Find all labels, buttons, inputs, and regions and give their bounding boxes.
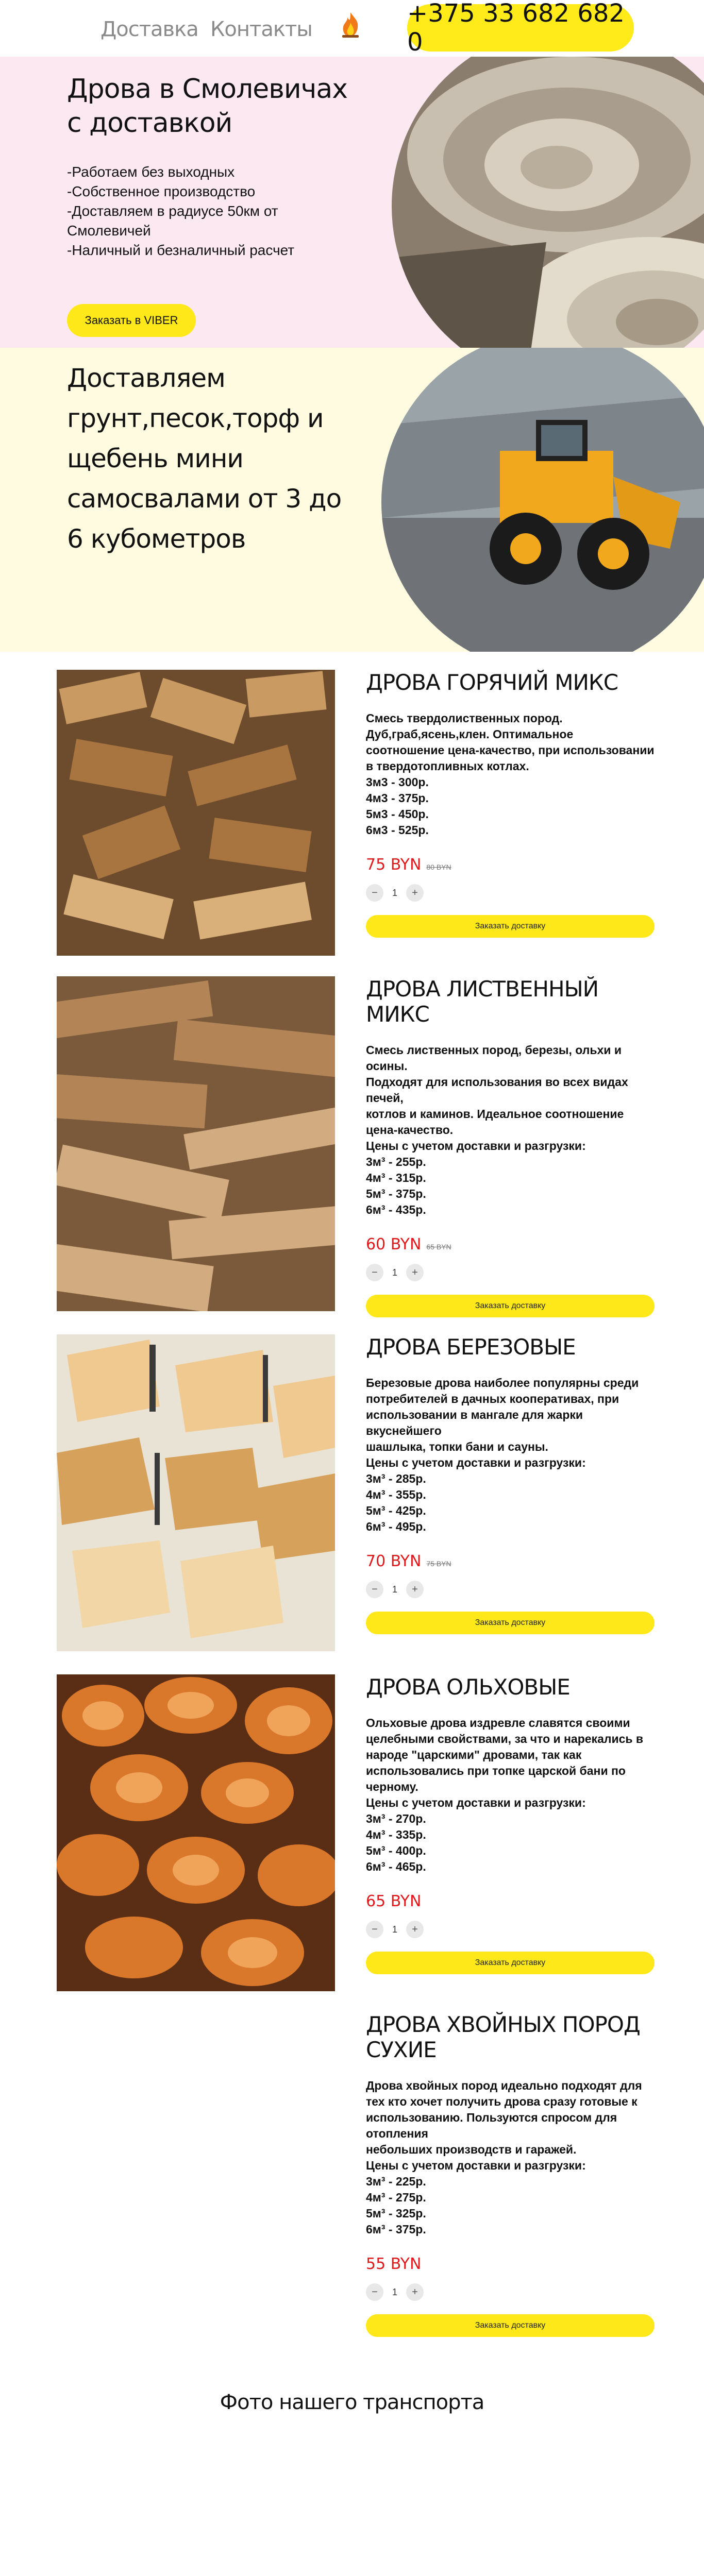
quantity-stepper xyxy=(366,1921,655,1938)
product-title: ДРОВА ХВОЙНЫХ ПОРОД СУХИЕ xyxy=(366,2012,640,2062)
product-image xyxy=(57,670,335,956)
product-image xyxy=(57,976,335,1311)
product-description: Ольховые дрова издревле славятся своими целебными свойствами, за что и нарекались в народе "царскими" дровами, так как использовались при топке царской бани по черному. Цены с учетом доставки и разгрузки: 3м³ - 270р. 4м³ - 335р. 5м³ - 400р. 6м³ - 465р. xyxy=(366,1716,644,1873)
price-row xyxy=(366,1235,655,1253)
header-phone-button[interactable]: +375 33 682 682 0 xyxy=(407,4,634,52)
product-old-price: 65 BYN xyxy=(426,1243,451,1251)
nav-delivery-link[interactable]: Доставка xyxy=(100,18,198,41)
hero-title: Дрова в Смолевичах с доставкой xyxy=(67,74,348,139)
price-row xyxy=(366,1552,655,1570)
product-card xyxy=(57,1674,655,1994)
product-title: ДРОВА ЛИСТВЕННЫЙ МИКС xyxy=(366,976,599,1027)
product-title: ДРОВА ГОРЯЧИЙ МИКС xyxy=(366,670,618,695)
product-image xyxy=(57,1674,335,1991)
quantity-stepper xyxy=(366,2283,655,2301)
qty-minus-button[interactable]: − xyxy=(366,1921,383,1938)
qty-plus-button[interactable]: + xyxy=(406,884,424,902)
qty-value: 1 xyxy=(392,887,397,898)
qty-plus-button[interactable]: + xyxy=(406,2283,424,2301)
feature-item: -Собственное производство xyxy=(67,183,256,199)
nav-contacts-link[interactable]: Контакты xyxy=(210,18,312,41)
product-description: Смесь твердолиственных пород. Дуб,граб,ясень,клен. Оптимальное соотношение цена-качество, при использовании в твердотопливных котлах. 3м3 - 300р. 4м3 - 375р. 5м3 - 450р. 6м3 - 525р. xyxy=(366,711,655,837)
site-header xyxy=(0,0,704,57)
qty-plus-button[interactable]: + xyxy=(406,1264,424,1281)
hero2-title: Доставляем грунт,песок,торф и щебень мини самосвалами от 3 до 6 кубометров xyxy=(67,363,342,554)
order-delivery-button[interactable]: Заказать доставку xyxy=(366,1952,655,1974)
product-price: 55 BYN xyxy=(366,2255,422,2273)
price-row xyxy=(366,1892,655,1910)
qty-value: 1 xyxy=(392,2286,397,2297)
quantity-stepper xyxy=(366,1581,655,1598)
order-delivery-button[interactable]: Заказать доставку xyxy=(366,1612,655,1634)
qty-minus-button[interactable]: − xyxy=(366,884,383,902)
hero-firewood xyxy=(0,57,704,348)
feature-item: -Работаем без выходных xyxy=(67,164,235,180)
product-price: 70 BYN xyxy=(366,1552,422,1570)
feature-item: -Доставляем в радиусе 50км от Смолевичей xyxy=(67,203,278,239)
product-info xyxy=(366,976,655,1317)
product-old-price: 80 BYN xyxy=(426,863,451,871)
product-card xyxy=(57,1334,655,1654)
qty-plus-button[interactable]: + xyxy=(406,1581,424,1598)
transport-section-title: Фото нашего транспорта xyxy=(220,2391,484,2414)
feature-item: -Наличный и безналичный расчет xyxy=(67,242,295,258)
viber-order-button[interactable]: Заказать в VIBER xyxy=(67,304,196,337)
order-delivery-button[interactable]: Заказать доставку xyxy=(366,1295,655,1317)
loader-truck-image xyxy=(381,348,704,652)
product-info xyxy=(366,2012,655,2337)
product-title: ДРОВА БЕРЕЗОВЫЕ xyxy=(366,1334,576,1360)
fire-logo-icon[interactable] xyxy=(335,9,366,40)
product-card xyxy=(57,976,655,1316)
qty-minus-button[interactable]: − xyxy=(366,1581,383,1598)
product-description: Дрова хвойных пород идеально подходят для тех кто хочет получить дрова сразу готовые к использованию. Пользуются спросом для отопления небольших производств и гаражей. Цены с учетом доставки и разгрузки: 3м³ - 225р. 4м³ - 275р. 5м³ - 325р. 6м³ - 375р. xyxy=(366,2079,642,2236)
wood-closeup-image xyxy=(392,57,704,348)
order-delivery-button[interactable]: Заказать доставку xyxy=(366,915,655,938)
hero-bulk-materials xyxy=(0,348,704,652)
product-info xyxy=(366,1334,655,1634)
product-info xyxy=(366,670,655,938)
qty-minus-button[interactable]: − xyxy=(366,1264,383,1281)
product-title: ДРОВА ОЛЬХОВЫЕ xyxy=(366,1674,570,1700)
order-delivery-button[interactable]: Заказать доставку xyxy=(366,2314,655,2337)
product-description: Березовые дрова наиболее популярны среди потребителей в дачных кооперативах, при использовании в мангале для жарки вкуснейшего шашлыка, топки бани и сауны. Цены с учетом доставки и разгрузки: 3м³ - 285р. 4м³ - 355р. 5м³ - 425р. 6м³ - 495р. xyxy=(366,1376,639,1533)
product-description: Смесь лиственных пород, березы, ольхи и осины. Подходят для использования во всех видах печей, котлов и каминов. Идеальное соотношение цена-качество. Цены с учетом доставки и разгрузки: 3м³ - 255р. 4м³ - 315р. 5м³ - 375р. 6м³ - 435р. xyxy=(366,1043,628,1216)
qty-plus-button[interactable]: + xyxy=(406,1921,424,1938)
product-card xyxy=(57,670,655,958)
product-price: 75 BYN xyxy=(366,856,422,874)
price-row xyxy=(366,856,655,874)
qty-value: 1 xyxy=(392,1267,397,1278)
product-image xyxy=(57,1334,335,1651)
product-price: 65 BYN xyxy=(366,1892,422,1910)
product-old-price: 75 BYN xyxy=(426,1560,451,1568)
product-info xyxy=(366,1674,655,1974)
product-price: 60 BYN xyxy=(366,1235,422,1253)
quantity-stepper xyxy=(366,884,655,902)
price-row xyxy=(366,2255,655,2273)
qty-value: 1 xyxy=(392,1584,397,1595)
product-card xyxy=(57,2012,655,2331)
quantity-stepper xyxy=(366,1264,655,1281)
qty-minus-button[interactable]: − xyxy=(366,2283,383,2301)
qty-value: 1 xyxy=(392,1924,397,1935)
